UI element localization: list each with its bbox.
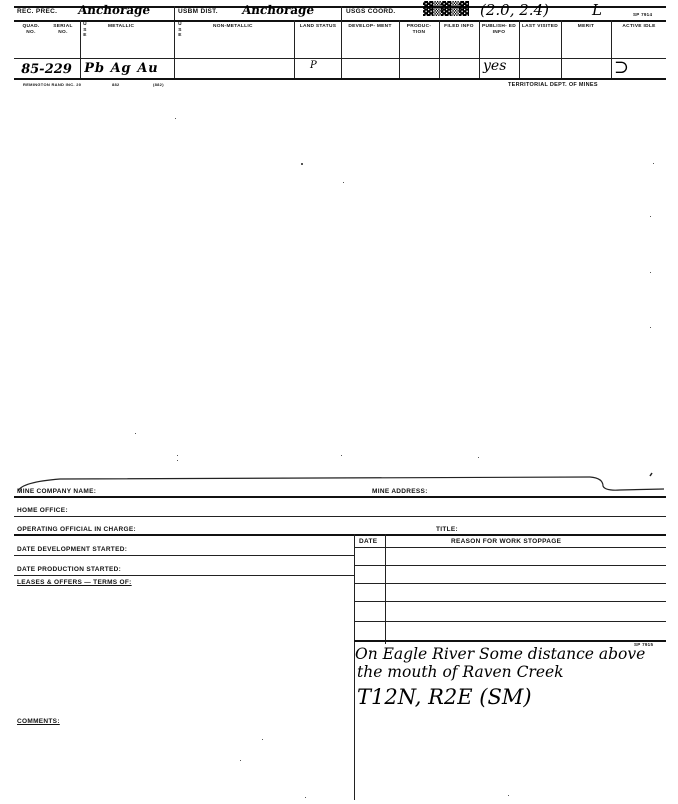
table-bottom-rule	[354, 640, 666, 642]
col-non-metallic: NON-METALLIC	[213, 24, 253, 29]
col-line-merit	[561, 20, 562, 79]
date-heading: DATE	[359, 538, 378, 545]
table-row-line	[354, 601, 666, 602]
printer-label: REMINGTON RAND INC. 20	[23, 82, 82, 87]
note-line-3: T12N, R2E (SM)	[357, 685, 532, 709]
form-number: SP 7914	[633, 12, 653, 17]
col-use-1: U S E	[83, 22, 87, 38]
col-line-pub	[479, 20, 480, 79]
col-published-info: PUBLISH- ED INFO	[482, 24, 516, 35]
usbm-dist-value: Anchorage	[241, 3, 316, 17]
date-development-label: DATE DEVELOPMENT STARTED:	[17, 546, 128, 553]
title-label: TITLE:	[436, 526, 459, 533]
table-row-line	[354, 565, 666, 566]
form-number-lower: SP 7915	[634, 642, 654, 647]
col-production: PRODUC- TION	[406, 24, 432, 35]
col-line-dev	[341, 20, 342, 79]
rule-production	[14, 575, 354, 576]
operating-official-label: OPERATING OFFICIAL IN CHARGE:	[17, 526, 136, 533]
table-row-line	[354, 583, 666, 584]
leases-offers-label: LEASES & OFFERS — TERMS OF:	[17, 579, 132, 586]
rule-table-heading	[354, 547, 666, 548]
scan-speck	[508, 795, 509, 796]
rule-company	[14, 496, 666, 498]
note-line-2: the mouth of Raven Creek	[357, 663, 564, 681]
entry-active-idle: ⊃	[614, 57, 630, 78]
table-left-border	[354, 534, 355, 800]
entry-bottom-rule	[14, 78, 666, 80]
usgs-coord-value: (2.0, 2.4)	[480, 1, 549, 19]
col-serial-no: SERIAL NO.	[53, 24, 73, 35]
note-line-1: On Eagle River Some distance above	[355, 645, 646, 663]
col-land-status: LAND STATUS	[299, 24, 337, 29]
col-use-2: U S E	[178, 22, 182, 38]
col-line-last	[519, 20, 520, 79]
department-label: TERRITORIAL DEPT. OF MINES	[508, 82, 598, 88]
code-2: (882)	[153, 82, 164, 87]
scan-speck	[262, 739, 263, 740]
scan-speck	[135, 433, 136, 434]
entry-land-status: P	[310, 60, 317, 71]
scan-speck	[650, 272, 651, 273]
home-office-label: HOME OFFICE:	[17, 507, 68, 514]
mine-company-name-label: MINE COMPANY NAME:	[17, 488, 97, 495]
header-divider-2	[341, 6, 342, 20]
col-merit: MERIT	[577, 24, 595, 29]
scan-speck	[650, 327, 651, 328]
date-production-label: DATE PRODUCTION STARTED:	[17, 566, 122, 573]
col-last-visited: LAST VISITED	[521, 24, 559, 29]
reason-heading: REASON FOR WORK STOPPAGE	[451, 538, 562, 545]
col-line-prod	[399, 20, 400, 79]
scan-speck	[240, 760, 241, 761]
col-development: DEVELOP- MENT	[348, 24, 392, 29]
usgs-coord-crossout: ▓▒▓▒▓	[423, 2, 468, 17]
scan-speck	[301, 163, 303, 165]
col-quad-no: QUAD. NO.	[22, 24, 40, 35]
code-1: 882	[112, 82, 120, 87]
scan-speck	[177, 455, 178, 456]
card-edge-curve	[0, 468, 678, 498]
scan-speck	[177, 460, 178, 461]
entry-quad-serial: 85-229	[19, 62, 73, 77]
scan-speck	[650, 216, 651, 217]
rule-operating	[14, 534, 666, 536]
mine-address-label: MINE ADDRESS:	[372, 488, 428, 495]
scan-speck	[305, 797, 306, 798]
usgs-coord-suffix: L	[592, 1, 602, 19]
col-active-idle: ACTIVE IDLE	[622, 24, 656, 29]
scan-speck	[478, 457, 479, 458]
header-divider-1	[174, 6, 175, 79]
entry-published-info: yes	[483, 58, 507, 74]
col-line-use1	[80, 20, 81, 79]
col-filed-info: FILED INFO	[444, 24, 474, 29]
rule-development	[14, 555, 354, 556]
scan-speck	[343, 182, 344, 183]
rec-prec-value: Anchorage	[77, 3, 152, 17]
date-column-border	[385, 534, 386, 644]
col-line-filed	[439, 20, 440, 79]
scan-speck	[175, 118, 176, 119]
col-line-active	[611, 20, 612, 79]
entry-metallic: Pb Ag Au	[82, 61, 160, 76]
scan-speck	[653, 163, 654, 164]
col-line-land	[294, 20, 295, 79]
rule-home-office	[14, 516, 666, 517]
rec-prec-label: REC. PREC.	[17, 8, 58, 15]
col-metallic: METALLIC	[108, 24, 135, 29]
table-row-line	[354, 621, 666, 622]
usgs-coord-label: USGS COORD.	[346, 8, 396, 15]
header-mid-rule	[14, 20, 666, 22]
header-bottom-rule	[14, 58, 666, 59]
scan-speck	[341, 455, 342, 456]
comments-label: COMMENTS:	[17, 718, 60, 725]
usbm-dist-label: USBM DIST.	[178, 8, 218, 15]
